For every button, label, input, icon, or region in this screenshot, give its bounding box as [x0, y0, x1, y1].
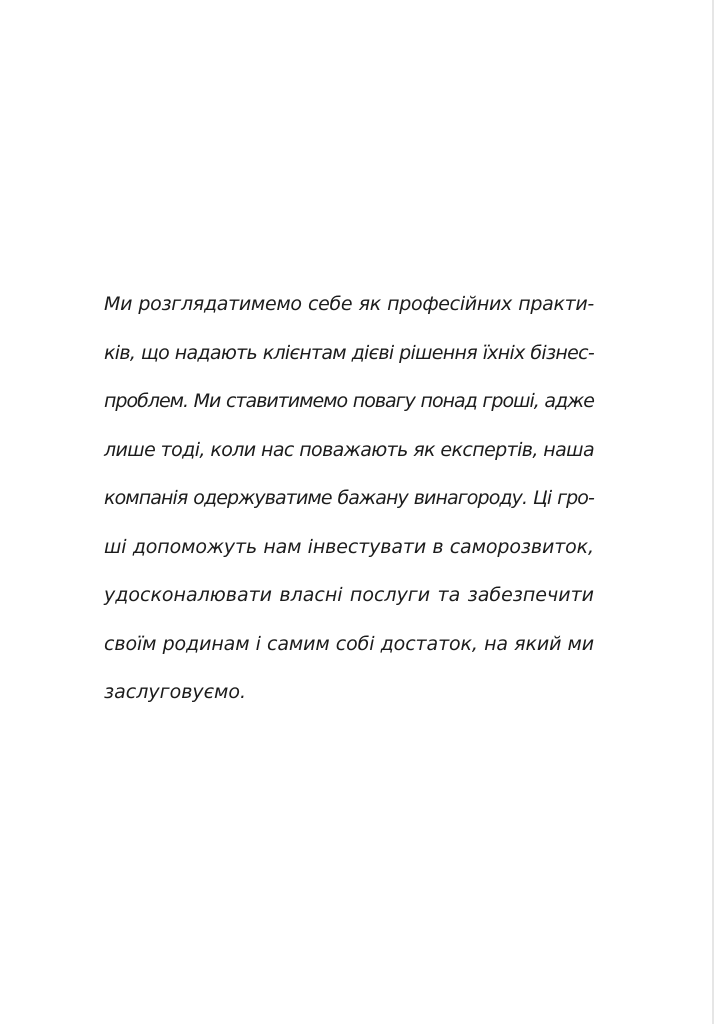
- paragraph-line: компанія одержуватиме бажану винагороду. Ці гро-: [104, 487, 594, 509]
- paragraph-line: лише тоді, коли нас поважають як експертів, наша: [104, 438, 594, 461]
- paragraph-line: Ми розглядатимемо себе як професійних практи-: [104, 293, 594, 315]
- paragraph-line: заслуговуємо.: [104, 681, 247, 703]
- paragraph-line: ків, що надають клієнтам дієві рішення їхніх бізнес-: [104, 341, 594, 364]
- body-paragraph: [104, 287, 594, 724]
- paragraph-line: проблем. Ми ставитимемо повагу понад гроші, адже: [104, 390, 594, 412]
- paragraph-line: своїм родинам і самим собі достаток, на який ми: [104, 632, 594, 655]
- paragraph-line: удосконалювати власні послуги та забезпечити: [104, 584, 594, 606]
- paragraph-line: ші допоможуть нам інвестувати в саморозвиток,: [104, 535, 594, 558]
